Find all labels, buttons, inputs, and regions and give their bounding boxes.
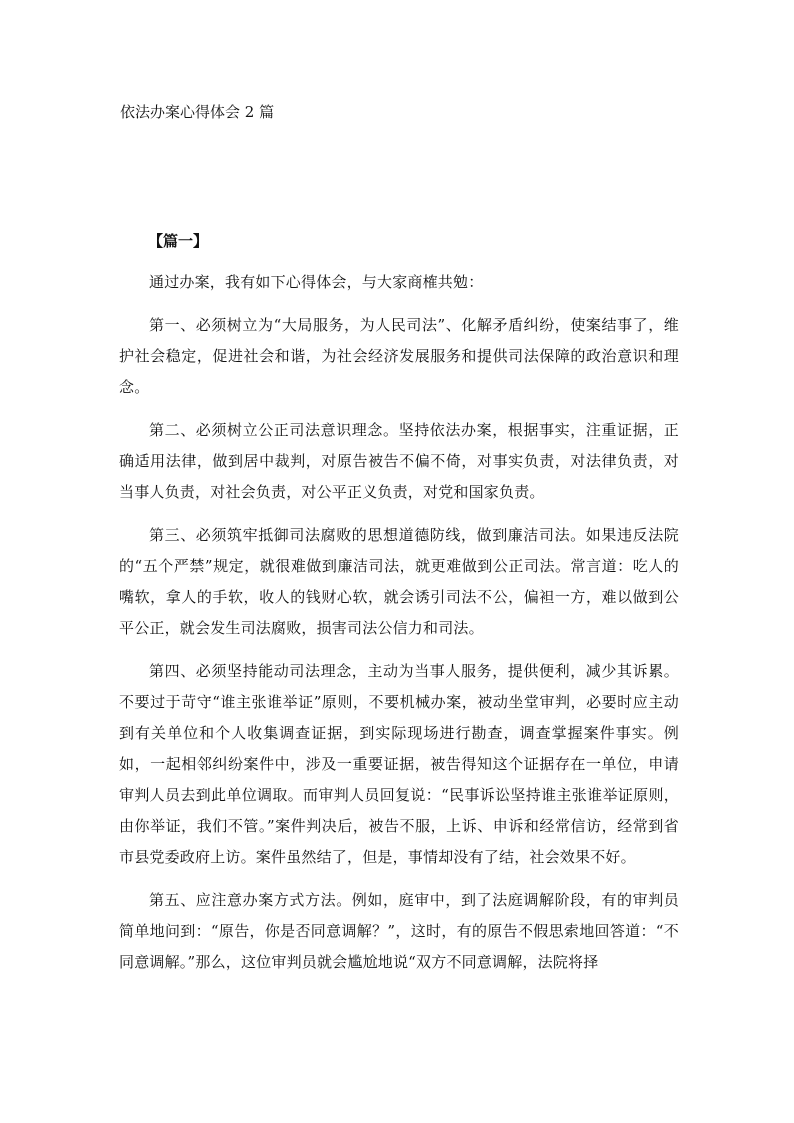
document-body	[119, 267, 679, 990]
paragraph-second: 第二、必须树立公正司法意识理念。坚持依法办案，根据事实，注重证据，正确适用法律，做到居中裁判，对原告被告不偏不倚，对事实负责，对法律负责，对当事人负责，对社会负责，对公平正义负责，对党和国家负责。	[119, 421, 679, 501]
paragraph-fourth: 第四、必须坚持能动司法理念，主动为当事人服务，提供便利，减少其诉累。不要过于苛守“谁主张谁举证”原则，不要机械办案，被动坐堂审判，必要时应主动到有关单位和个人收集调查证据，到实际现场进行勘查，调查掌握案件事实。例如，一起相邻纠纷案件中，涉及一重要证据，被告得知这个证据存在一单位，申请审判人员去到此单位调取。而审判人员回复说：“民事诉讼坚持谁主张谁举证原则，由你举证，我们不管。”案件判决后，被告不服，上诉、申诉和经常信访，经常到省市县党委政府上访。案件虽然结了，但是，事情却没有了结，社会效果不好。	[119, 662, 679, 866]
section-heading: 【篇一】	[148, 232, 209, 250]
paragraph-third: 第三、必须筑牢抵御司法腐败的思想道德防线，做到廉洁司法。如果违反法院的“五个严禁”规定，就很难做到廉洁司法，就更难做到公正司法。常言道：吃人的嘴软，拿人的手软，收人的钱财心软，就会诱引司法不公，偏袒一方，难以做到公平公正，就会发生司法腐败，损害司法公信力和司法。	[119, 526, 679, 637]
paragraph-first: 第一、必须树立为“大局服务，为人民司法”、化解矛盾纠纷，使案结事了，维护社会稳定，促进社会和谐，为社会经济发展服务和提供司法保障的政治意识和理念。	[119, 316, 679, 396]
paragraph-fifth: 第五、应注意办案方式方法。例如，庭审中，到了法庭调解阶段，有的审判员简单地问到：“原告，你是否同意调解？”，这时，有的原告不假思索地回答道：“不同意调解。”那么，这位审判员就会尴尬地说“双方不同意调解，法院将择	[119, 891, 679, 971]
paragraph-intro: 通过办案，我有如下心得体会，与大家商榷共勉：	[149, 273, 484, 291]
document-title: 依法办案心得体会 2 篇	[120, 103, 275, 121]
